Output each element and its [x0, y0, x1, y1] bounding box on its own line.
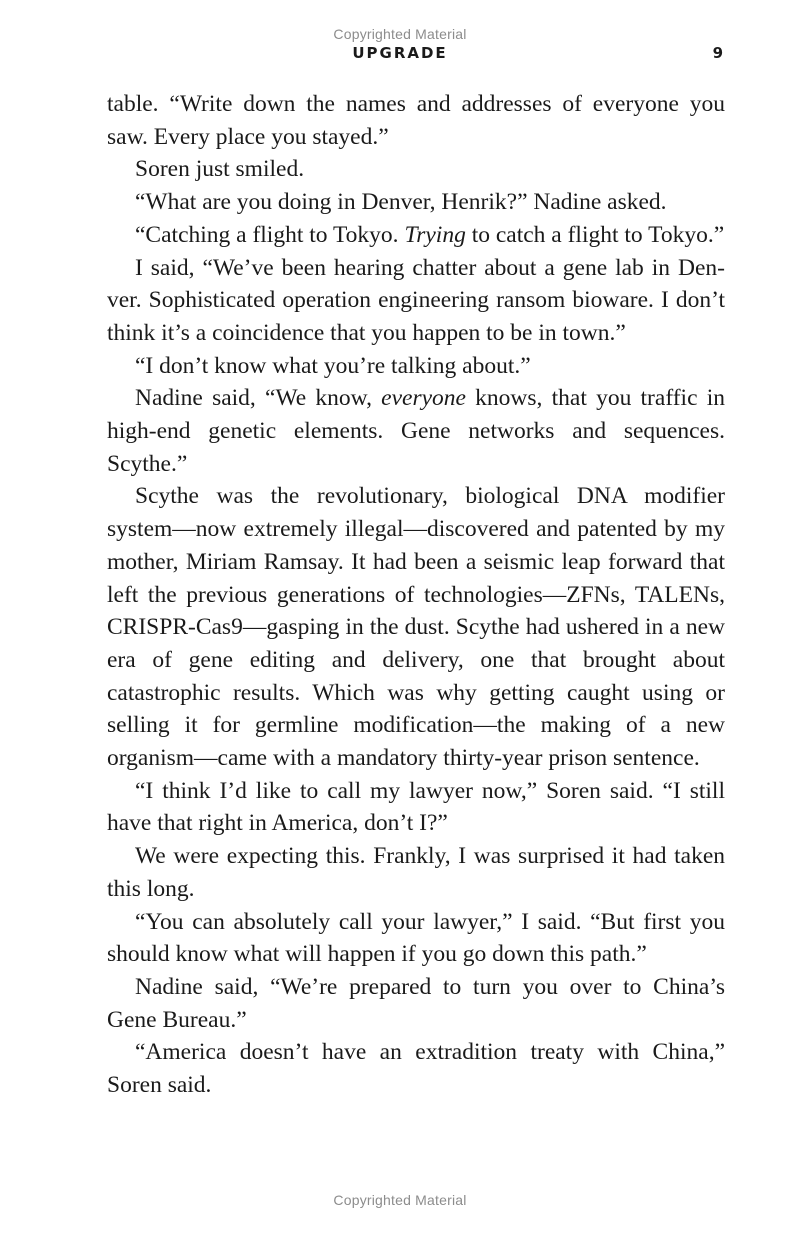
text-segment: “You can absolutely call your lawyer,” I said. “But first you should know what will happen if you go down this path.”	[107, 908, 725, 968]
paragraph	[107, 350, 725, 383]
paragraph	[107, 252, 725, 350]
text-segment: “I don’t know what you’re talking about.”	[135, 352, 531, 379]
italic-text: everyone	[381, 385, 466, 412]
text-segment: table. “Write down the names and addresses of everyone you saw. Every place you stayed.”	[107, 91, 725, 150]
body-text	[107, 88, 725, 1102]
paragraph	[107, 480, 725, 774]
text-segment: “What are you doing in Denver, Henrik?” Nadine asked.	[135, 189, 667, 216]
book-title: UPGRADE	[352, 44, 448, 62]
text-segment: Soren just smiled.	[135, 156, 305, 183]
paragraph	[107, 88, 725, 153]
paragraph	[107, 971, 725, 1036]
paragraph	[107, 906, 725, 971]
paragraph	[107, 775, 725, 840]
paragraph	[107, 840, 725, 905]
running-head	[0, 42, 800, 66]
paragraph	[107, 382, 725, 480]
text-segment: Nadine said, “We know,	[135, 385, 382, 412]
text-segment: “America doesn’t have an extradition treaty with China,” Soren said.	[107, 1039, 725, 1099]
text-segment: “I think I’d like to call my lawyer now,” Soren said. “I still have that right in America, don’t I?”	[107, 777, 725, 837]
copyright-watermark-top: Copyrighted Material	[333, 26, 467, 42]
page-number: 9	[712, 44, 723, 62]
text-segment: knows, that you traffic in high-end genetic elements. Gene networks and sequences. Scythe.”	[107, 385, 725, 477]
paragraph	[107, 219, 725, 252]
text-segment: We were expecting this. Frankly, I was surprised it had taken this long.	[107, 843, 725, 902]
text-segment: I said, “We’ve been hearing chatter about a gene lab in Denver. Sophisticated operation engineering ransom bioware. I don’t think it’s a coincidence that you happen to be in town.”	[107, 254, 725, 346]
text-segment: Nadine said, “We’re prepared to turn you over to China’s Gene Bureau.”	[107, 973, 725, 1033]
paragraph	[107, 1036, 725, 1101]
copyright-watermark-bottom: Copyrighted Material	[333, 1192, 467, 1208]
text-segment: Scythe was the revolutionary, biological DNA modifier system—now extremely illegal—discovered and patented by my mother, Miriam Ramsay. It had been a seismic leap forward that left the previous generations of technologies—ZFNs, TALENs, CRISPR-Cas9—gasping in the dust. Scythe had ushered in a new era of gene editing and delivery, one that brought about catastrophic results. Which was why getting caught using or selling it for germline modification—the making of a new organism—came with a mandatory thirty-year prison sentence.	[107, 483, 725, 772]
paragraph	[107, 153, 725, 186]
paragraph	[107, 186, 725, 219]
text-segment: to catch a flight to Tokyo.”	[465, 221, 725, 248]
italic-text: Trying	[404, 221, 466, 248]
text-segment: “Catching a flight to Tokyo.	[135, 221, 405, 248]
